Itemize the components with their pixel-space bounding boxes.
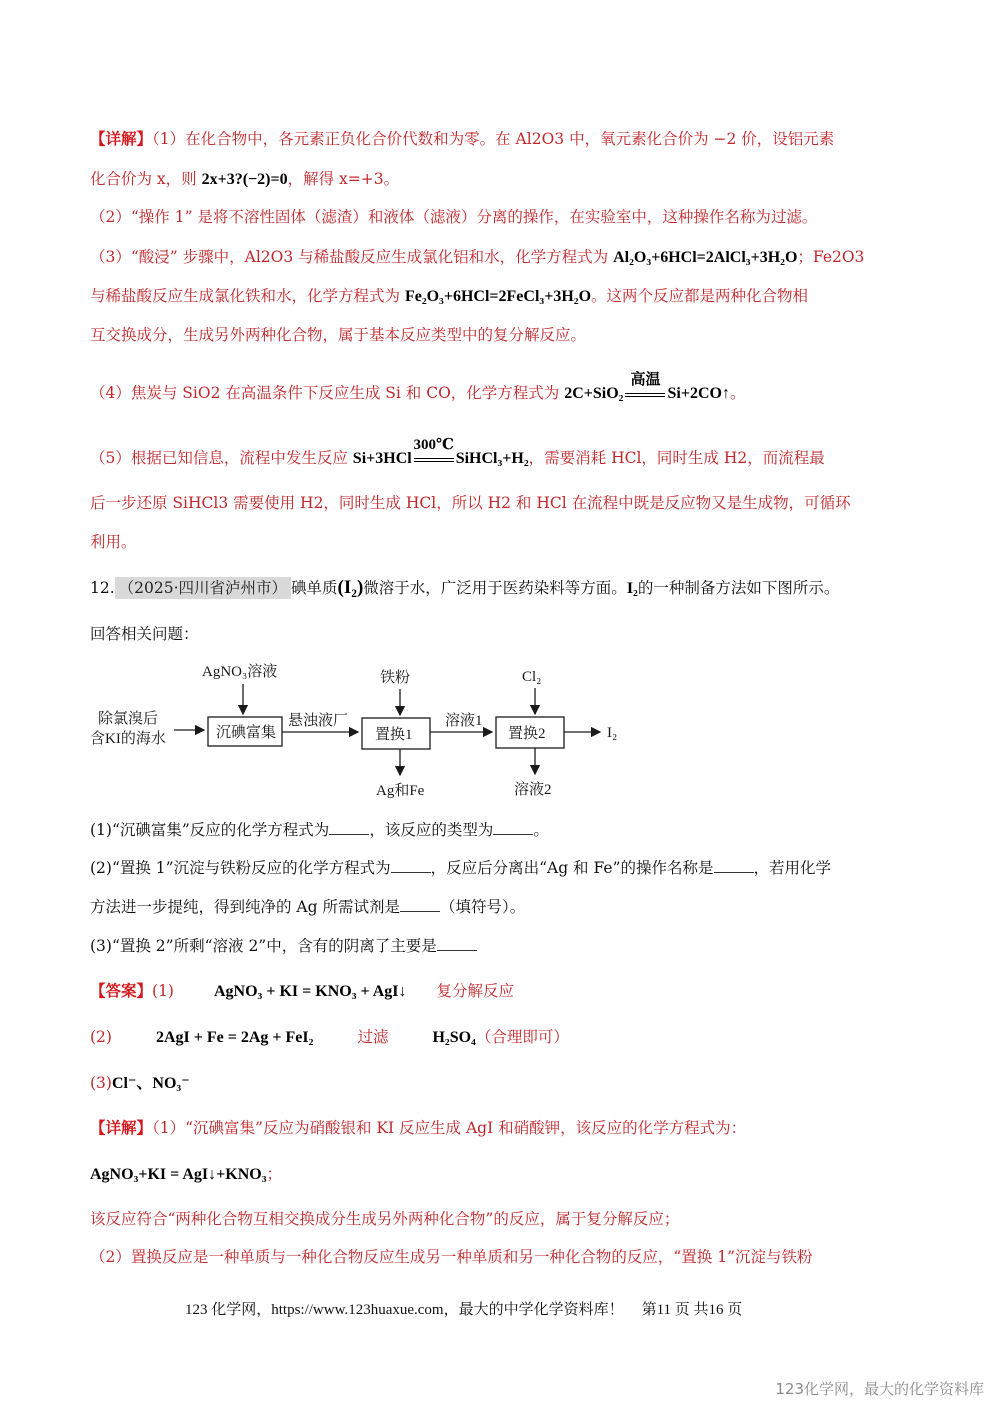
- text: ，需要消耗 HCl，同时生成 H2，而流程最: [528, 449, 825, 467]
- sub-question-3: [90, 935, 477, 957]
- question12-stem-line2: 回答相关问题：: [90, 625, 199, 643]
- page-number: 第11 页 共16 页: [641, 1302, 743, 1318]
- answer-3: [90, 1072, 190, 1095]
- double-line: [414, 458, 454, 462]
- watermark: 123化学网，最大的化学资料库: [775, 1380, 984, 1398]
- equation-right: Si+2CO↑: [667, 385, 730, 402]
- footer-site: 123 化学网，https://www.123huaxue.com，最大的中学化学资料库！: [185, 1302, 624, 1318]
- text: 的一种制备方法如下图所示。: [637, 579, 840, 597]
- text: 碘单质: [291, 579, 338, 597]
- text: （4）焦炭与 SiO2 在高温条件下反应生成 Si 和 CO，化学方程式为: [90, 384, 565, 402]
- input-label-line2: 含KI的海水: [90, 731, 166, 747]
- answer-blank[interactable]: [391, 858, 431, 873]
- box3-label: 置换2: [508, 726, 546, 742]
- answer-equation-2: 2AgI + Fe = 2Ag + FeI₂: [155, 1029, 314, 1046]
- equation-right: SiHCl₃+H₂: [455, 450, 529, 467]
- sub-question-1: [90, 819, 549, 841]
- reagent-cl2: Cl₂: [522, 669, 542, 685]
- answer-note: （合理即可）: [475, 1028, 569, 1046]
- text: 。: [533, 821, 549, 839]
- condition-300c: 300℃: [413, 437, 454, 453]
- explain1-q3-line2: [90, 285, 808, 308]
- flow2-label: 溶液1: [445, 713, 483, 729]
- explain1-q3-line1: [90, 246, 864, 269]
- explain-tag: 【详解】: [90, 129, 153, 148]
- explain-tag: 【详解】: [90, 1118, 153, 1137]
- answer-1: [90, 980, 514, 1003]
- equation-left: Si+3HCl: [352, 450, 412, 467]
- text: 微溶于水，广泛用于医药染料等方面。: [363, 579, 627, 597]
- output-solution2: 溶液2: [514, 782, 552, 798]
- text: (2)“置换 1”沉淀与铁粉反应的化学方程式为: [90, 859, 391, 877]
- equation-left: 2C+SiO₂: [564, 385, 624, 402]
- answer-blank[interactable]: [437, 936, 477, 951]
- text: ，解得 x=+3。: [287, 170, 400, 188]
- explain1-q2: （2）“操作 1” 是将不溶性固体（滤渣）和液体（滤液）分离的操作，在实验室中，这种操作名称为过滤。: [90, 208, 818, 226]
- input-label-line1: 除氯溴后: [98, 711, 159, 727]
- double-line: [625, 393, 665, 397]
- answer-blank[interactable]: [329, 820, 369, 835]
- formula-i2: (I₂): [337, 577, 364, 598]
- explain2-equation: [90, 1163, 282, 1186]
- text: 。: [729, 384, 746, 402]
- sub-question-2: [90, 857, 831, 879]
- text: ；Fe2O3: [797, 248, 865, 266]
- answer-blank[interactable]: [714, 858, 754, 873]
- answer-label: (3): [90, 1074, 112, 1092]
- flow1-label: 悬浊液厂: [288, 713, 349, 729]
- formula-i2: I₂: [626, 580, 638, 597]
- text: ，该反应的类型为: [369, 821, 494, 839]
- explain1-q5-line3: 利用。: [90, 533, 137, 551]
- process-flow-diagram: [90, 652, 630, 812]
- answer-blank[interactable]: [400, 897, 440, 912]
- answer-anions: Cl⁻、NO₃⁻: [111, 1075, 190, 1092]
- text: （5）根据已知信息，流程中发生反应: [90, 449, 353, 467]
- explain2-p1: [90, 1117, 746, 1139]
- text: 化合价为 x，则: [90, 170, 202, 188]
- explain1-q4: [90, 372, 746, 405]
- page-footer: [185, 1298, 742, 1319]
- text: （1）“沉碘富集”反应为硝酸银和 KI 反应生成 AgI 和硝酸钾，该反应的化学方程式为：: [152, 1119, 747, 1137]
- explain2-p2: 该反应符合“两种化合物互相交换成分生成另外两种化合物”的反应，属于复分解反应；: [90, 1210, 680, 1228]
- box2-label: 置换1: [375, 727, 413, 743]
- answer-equation-1: AgNO₃ + KI = KNO₃ + AgI↓: [213, 983, 407, 1000]
- explain2-p3: （2）置换反应是一种单质与一种化合物反应生成另一种单质和另一种化合物的反应，“置换 1”沉淀与铁粉: [90, 1248, 813, 1266]
- text: ，反应后分离出“Ag 和 Fe”的操作名称是: [430, 859, 714, 877]
- output-ag-fe: Ag和Fe: [376, 783, 425, 799]
- text: ；: [266, 1165, 283, 1183]
- box1-label: 沉碘富集: [216, 725, 277, 741]
- condition-high-temp: 高温: [630, 372, 661, 388]
- condition-arrow: [412, 437, 456, 470]
- text: (3)“置换 2”所剩“溶液 2”中，含有的阴离了主要是: [90, 937, 437, 955]
- sub-question-2-line2: [90, 896, 525, 918]
- flow-svg: [90, 652, 630, 812]
- explain1-q1-line1: [90, 128, 834, 150]
- text: （填符号）。: [439, 898, 526, 916]
- answer-label: (2): [90, 1028, 112, 1046]
- reagent-iron-powder: 铁粉: [380, 670, 411, 686]
- answer-label: (1): [152, 982, 174, 1000]
- question-source-badge: （2025·四川省泸州市）: [115, 577, 291, 599]
- reagent-agno3: AgNO₃溶液: [202, 664, 278, 680]
- answer-reaction-type: 复分解反应: [436, 982, 515, 1000]
- answer-2: [90, 1026, 569, 1049]
- equation: 2x+3?(−2)=0: [201, 171, 288, 188]
- text: ，若用化学: [753, 859, 832, 877]
- answer-operation: 过滤: [357, 1028, 389, 1046]
- text: （3）“酸浸” 步骤中，Al2O3 与稀盐酸反应生成氯化铝和水，化学方程式为: [90, 248, 614, 266]
- explain1-q1-line2: [90, 168, 399, 191]
- answer-tag: 【答案】: [90, 981, 153, 1000]
- explain1-q5-line2: 后一步还原 SiHCl3 需要使用 H2，同时生成 HCl，所以 H2 和 HCl 在流程中既是反应物又是生成物，可循环: [90, 494, 851, 512]
- text: 与稀盐酸反应生成氯化铁和水，化学方程式为: [90, 287, 405, 305]
- explain1-q1-text: （1）在化合物中，各元素正负化合价代数和为零。在 Al2O3 中，氧元素化合价为 −2 价，设铝元素: [152, 130, 835, 148]
- answer-reagent: H₂SO₄: [432, 1029, 476, 1046]
- equation-al2o3: Al₂O₃+6HCl=2AlCl₃+3H₂O: [613, 249, 798, 266]
- equation-fe2o3: Fe₂O₃+6HCl=2FeCl₃+3H₂O: [404, 288, 592, 305]
- condition-arrow: [623, 372, 667, 405]
- explain1-q3-line3: 互交换成分，生成另外两种化合物，属于基本反应类型中的复分解反应。: [90, 326, 587, 344]
- text: 方法进一步提纯，得到纯净的 Ag 所需试剂是: [90, 898, 400, 916]
- equation: AgNO₃+KI = AgI↓+KNO₃: [90, 1166, 267, 1183]
- question-number: 12.: [90, 579, 115, 597]
- product-i2: I₂: [607, 725, 618, 741]
- question12-stem: [90, 577, 839, 600]
- text: (1)“沉碘富集”反应的化学方程式为: [90, 821, 330, 839]
- explain1-q5-line1: [90, 437, 825, 470]
- text: 。这两个反应都是两种化合物相: [591, 287, 809, 305]
- answer-blank[interactable]: [493, 820, 533, 835]
